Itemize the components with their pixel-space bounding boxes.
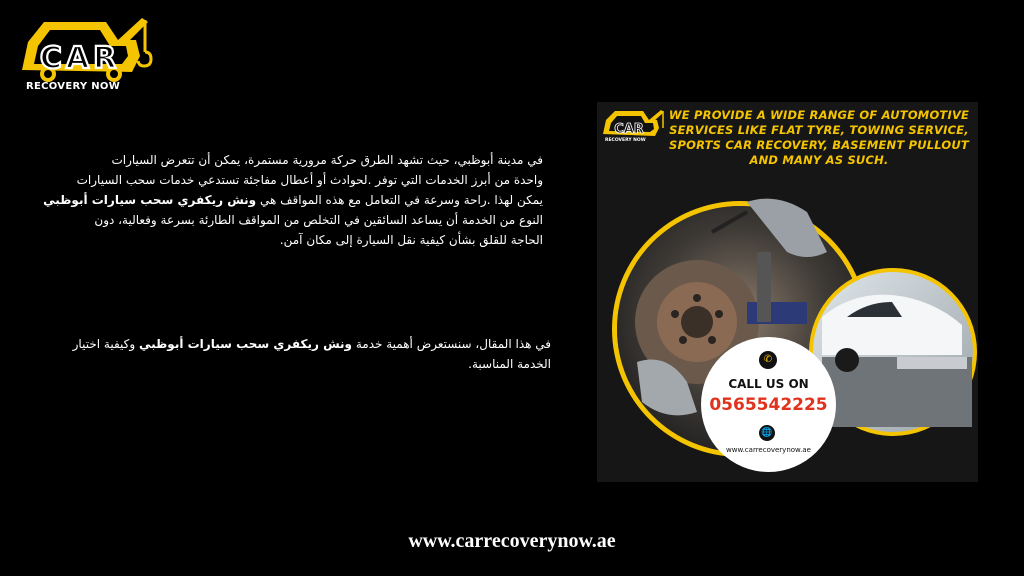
paragraph-line: الحاجة للقلق بشأن كيفية نقل السيارة إلى مكان آمن.	[279, 233, 543, 247]
service-keyword-bold: ونش ريكفري سحب سيارات أبوظبي	[138, 337, 353, 351]
call-us-label: CALL US ON	[728, 377, 809, 391]
article-scope-paragraph	[44, 334, 551, 374]
paragraph-line: في مدينة أبوظبي، حيث تشهد الطرق حركة مرورية مستمرة، يمكن أن تتعرض السيارات	[111, 153, 543, 167]
call-us-badge	[701, 337, 836, 472]
paragraph-text: في هذا المقال، سنستعرض أهمية خدمة	[352, 337, 551, 351]
intro-paragraph	[38, 150, 543, 250]
service-ad-banner	[597, 102, 978, 482]
svg-text:CAR: CAR	[614, 122, 644, 137]
paragraph-text: يمكن لهذا .راحة وسرعة في التعامل مع هذه المواقف هي	[256, 193, 543, 207]
footer-website-link[interactable]: www.carrecoverynow.ae	[408, 530, 616, 552]
ad-logo-tagline: RECOVERY NOW	[605, 138, 646, 143]
paragraph-line: واحدة من أبرز الخدمات التي توفر .لحوادث أو أعطال مفاجئة تستدعي خدمات سحب السيارات	[76, 173, 543, 187]
paragraph-line	[38, 190, 543, 210]
paragraph-text: وكيفية اختيار	[72, 337, 139, 351]
paragraph-line: النوع من الخدمة أن يساعد السائقين في التخلص من المواقف الطارئة بسرعة وفعالية، دون	[94, 213, 543, 227]
service-keyword-bold: ونش ريكفري سحب سيارات أبوظبي	[43, 193, 257, 207]
paragraph-line	[44, 334, 551, 354]
paragraph-line: الخدمة المناسبة.	[468, 357, 551, 371]
logo-tagline: RECOVERY NOW	[26, 81, 121, 92]
ad-headline: WE PROVIDE A WIDE RANGE OF AUTOMOTIVE SERVICES LIKE FLAT TYRE, TOWING SERVICE, SPORTS CAR RECOVERY, BASEMENT PULLOUT AND MANY AS SUCH.	[668, 108, 970, 167]
logo-wordmark: CAR	[39, 41, 121, 76]
phone-number[interactable]: 0565542225	[709, 395, 828, 415]
ad-website[interactable]: www.carrecoverynow.ae	[726, 446, 811, 454]
globe-icon: 🌐	[759, 425, 775, 441]
phone-icon: ✆	[759, 351, 777, 369]
